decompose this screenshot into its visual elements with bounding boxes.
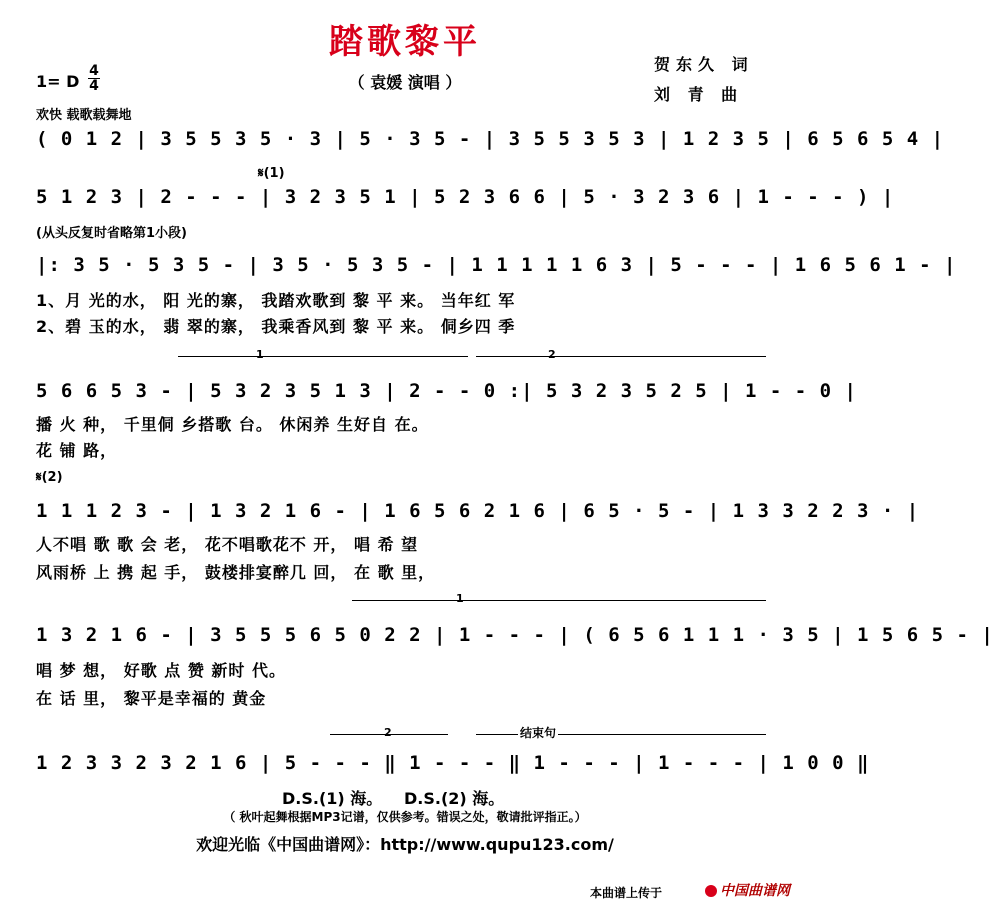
- notation-line-7: 1 2 3 3 2 3 2 1 6 | 5 - - - ‖ 1 - - - ‖ 1 - - - | 1 - - - | 1 0 0 ‖: [36, 752, 870, 774]
- ds-marking-1: D.S.(1) 海。: [282, 789, 383, 808]
- welcome-text: 欢迎光临《中国曲谱网》：http://www.qupu123.com/: [196, 835, 614, 854]
- segno-sign-2: 𝄋(2): [36, 470, 63, 485]
- volta-number-1: 1: [256, 348, 264, 361]
- logo-text: 中国曲谱网: [720, 883, 790, 899]
- time-signature-top: 4: [89, 63, 99, 79]
- lyrics-line-3-verse-1: 1、月 光的水， 阳 光的寨， 我踏欢歌到 黎 平 来。 当年红 军: [36, 291, 516, 310]
- lyrics-line-6-verse-2: 在 话 里， 黎平是幸福的 黄金: [36, 689, 267, 708]
- volta-number-2: 2: [548, 348, 556, 361]
- lyricist-credit: 贺东久 词: [654, 55, 754, 74]
- volta-number-3: 1: [456, 592, 464, 605]
- volta-bracket-2: [476, 356, 766, 357]
- notation-line-4: 5 6 6 5 3 - | 5 3 2 3 5 1 3 | 2 - - 0 :| 5 3 2 3 5 2 5 | 1 - - 0 |: [36, 380, 857, 402]
- notation-line-2: 5 1 2 3 | 2 - - - | 3 2 3 5 1 | 5 2 3 6 6 | 5 · 3 2 3 6 | 1 - - - ) |: [36, 186, 895, 208]
- repeat-note: (从头反复时省略第1小段): [36, 226, 187, 241]
- volta-number-4: 2: [384, 726, 392, 739]
- time-signature-bottom: 4: [89, 78, 99, 94]
- lyrics-line-4-verse-1: 播 火 种， 千里侗 乡搭歌 台。 休闲养 生好自 在。: [36, 415, 429, 434]
- uploaded-label: 本曲谱上传于: [590, 886, 663, 900]
- transcription-note: （ 秋叶起舞根据MP3记谱，仅供参考。错误之处，敬请批评指正。）: [223, 810, 587, 824]
- song-title: 踏歌黎平: [329, 22, 481, 62]
- tempo-marking: 欢快 载歌载舞地: [36, 108, 132, 123]
- volta-bracket-3: [352, 600, 766, 601]
- volta-bracket-1: [178, 356, 468, 357]
- lyrics-line-3-verse-2: 2、碧 玉的水， 翡 翠的寨， 我乘香风到 黎 平 来。 侗乡四 季: [36, 317, 516, 336]
- site-logo: [705, 880, 790, 900]
- lyrics-line-6-verse-1: 唱 梦 想， 好歌 点 赞 新时 代。: [36, 661, 286, 680]
- time-signature: [88, 64, 100, 93]
- lyrics-line-5-verse-2: 风雨桥 上 携 起 手， 鼓楼排宴醉几 回， 在 歌 里，: [36, 563, 436, 582]
- notation-line-5: 1 1 1 2 3 - | 1 3 2 1 6 - | 1 6 5 6 2 1 6 | 6 5 · 5 - | 1 3 3 2 2 3 · |: [36, 500, 920, 522]
- lyrics-line-4-verse-2: 花 铺 路，: [36, 441, 118, 460]
- ending-label: 结束句: [520, 726, 557, 740]
- notation-line-1: ( 0 1 2 | 3 5 5 3 5 · 3 | 5 · 3 5 - | 3 5 5 3 5 3 | 1 2 3 5 | 6 5 6 5 4 |: [36, 128, 945, 150]
- key-signature: 1= D: [36, 72, 80, 91]
- logo-icon: [705, 885, 717, 897]
- segno-sign-1: 𝄋(1): [258, 166, 285, 181]
- composer-credit: 刘 青 曲: [654, 85, 744, 104]
- performer-subtitle: （ 袁媛 演唱 ）: [348, 73, 462, 92]
- notation-line-6: 1 3 2 1 6 - | 3 5 5 5 6 5 0 2 2 | 1 - - - | ( 6 5 6 1 1 1 · 3 5 | 1 5 6 5 - |: [36, 624, 994, 646]
- notation-line-3: |: 3 5 · 5 3 5 - | 3 5 · 5 3 5 - | 1 1 1 1 1 6 3 | 5 - - - | 1 6 5 6 1 - |: [36, 254, 957, 276]
- ds-marking-2: D.S.(2) 海。: [404, 789, 505, 808]
- lyrics-line-5-verse-1: 人不唱 歌 歌 会 老， 花不唱歌花不 开， 唱 希 望: [36, 535, 419, 554]
